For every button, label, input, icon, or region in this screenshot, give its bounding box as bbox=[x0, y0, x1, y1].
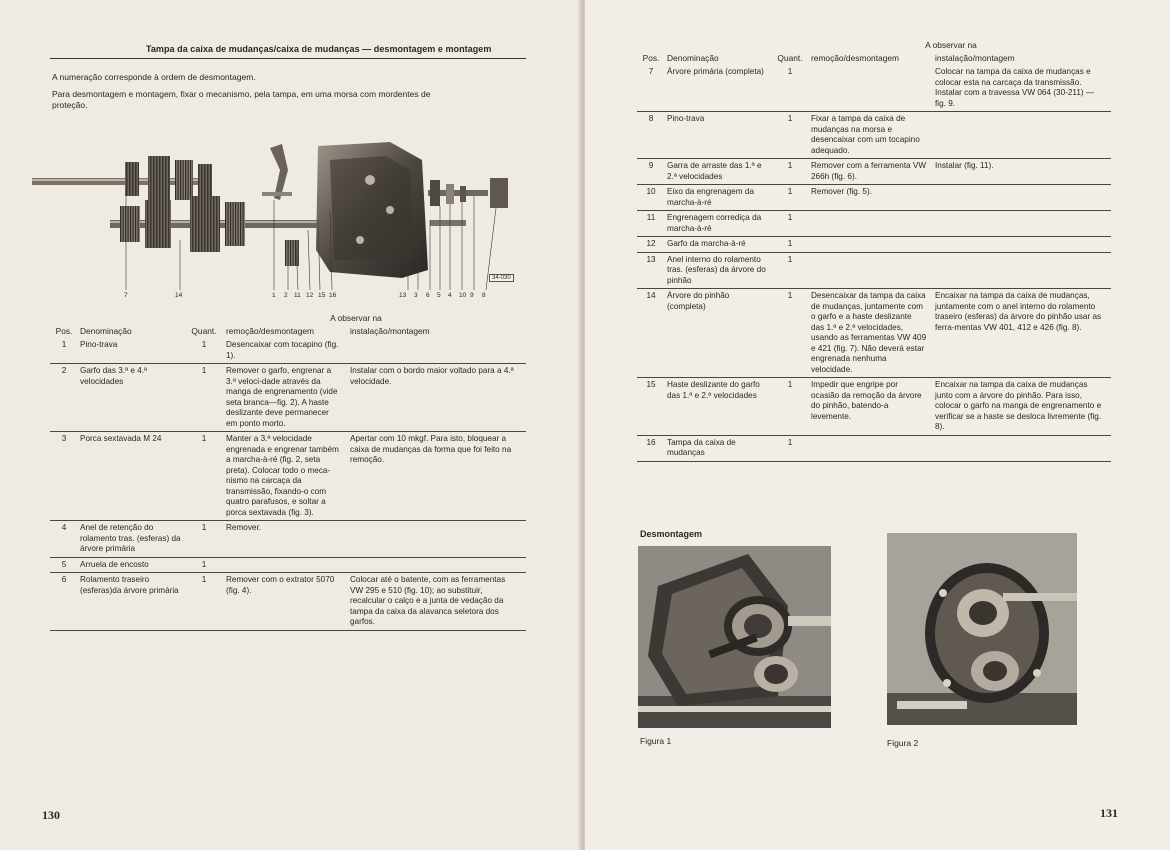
table-row bbox=[50, 364, 526, 432]
cell-pos: 12 bbox=[637, 237, 665, 253]
table-row bbox=[637, 159, 1111, 185]
callout-number: 4 bbox=[448, 292, 452, 299]
photo-figure-2 bbox=[887, 533, 1077, 725]
gear bbox=[190, 196, 220, 252]
header-name: Denominação bbox=[80, 325, 132, 336]
cell-name: Árvore do pinhão (completa) bbox=[665, 289, 769, 378]
header-install: instalação/montagem bbox=[935, 52, 1015, 63]
cell-qty: 1 bbox=[769, 112, 811, 159]
callout-number: 6 bbox=[426, 292, 430, 299]
caption-figure-1: Figura 1 bbox=[640, 736, 672, 746]
cell-pos: 11 bbox=[637, 211, 665, 237]
cell-removal bbox=[226, 557, 350, 573]
caption-figure-2: Figura 2 bbox=[887, 738, 919, 748]
gearbox-exploded-diagram bbox=[30, 140, 520, 300]
header-pos: Pos. bbox=[55, 325, 73, 336]
callout-number: 12 bbox=[306, 292, 314, 299]
cell-pos: 6 bbox=[50, 573, 78, 631]
cell-pos: 4 bbox=[50, 521, 78, 558]
bearing bbox=[490, 178, 508, 208]
callout-number: 1 bbox=[272, 292, 276, 299]
page-number: 130 bbox=[42, 808, 60, 822]
callout-number: 16 bbox=[329, 292, 337, 299]
header-pos: Pos. bbox=[642, 52, 660, 63]
cell-qty: 1 bbox=[182, 557, 226, 573]
shift-fork bbox=[270, 144, 288, 200]
title-rule bbox=[50, 58, 526, 59]
cell-install bbox=[935, 185, 1111, 211]
cell-removal bbox=[811, 237, 935, 253]
table-row bbox=[637, 65, 1111, 112]
header-qty: Quant. bbox=[777, 52, 803, 63]
cell-name: Anel interno do rolamento tras. (esferas) da árvore do pinhão bbox=[665, 252, 769, 289]
cell-qty: 1 bbox=[769, 252, 811, 289]
table-row bbox=[637, 289, 1111, 378]
cell-pos: 10 bbox=[637, 185, 665, 211]
cell-pos: 9 bbox=[637, 159, 665, 185]
intro-instructions: Para desmontagem e montagem, fixar o mecanismo, pela tampa, em uma morsa com mordentes de proteção. bbox=[52, 89, 431, 110]
cell-qty: 1 bbox=[769, 65, 811, 112]
cell-qty: 1 bbox=[182, 521, 226, 558]
cell-name: Porca sextavada M 24 bbox=[78, 432, 182, 521]
gear bbox=[175, 160, 193, 200]
cell-name: Haste deslizante do garfo das 1.ª e 2.ª velocidades bbox=[665, 378, 769, 436]
cell-pos: 2 bbox=[50, 364, 78, 432]
callout-number: 7 bbox=[124, 292, 128, 299]
cell-qty: 1 bbox=[182, 338, 226, 364]
cell-name: Engrenagem corrediça da marcha-à-ré bbox=[665, 211, 769, 237]
header-install: instalação/montagem bbox=[350, 325, 430, 336]
cell-name: Pino-trava bbox=[78, 338, 182, 364]
cell-pos: 5 bbox=[50, 557, 78, 573]
cell-qty: 1 bbox=[769, 185, 811, 211]
header-removal: remoção/desmontagem bbox=[811, 52, 899, 63]
cell-name: Rolamento traseiro (esferas)da árvore primária bbox=[78, 573, 182, 631]
cell-install: Colocar na tampa da caixa de mudanças e colocar esta na carcaça da transmissão. Instalar com a travessa VW 064 (30-211) — fig. 9. bbox=[935, 65, 1111, 112]
cell-name: Eixo da engrenagem da marcha-à-ré bbox=[665, 185, 769, 211]
cell-removal bbox=[811, 65, 935, 112]
cell-pos: 15 bbox=[637, 378, 665, 436]
table-row bbox=[637, 112, 1111, 159]
cell-install: Colocar até o batente, com as ferramentas VW 295 e 510 (fig. 10); ao substituir, recalcular o calço e a junta de vedação da tampa da caixa da alavanca seletora dos garfos. bbox=[350, 573, 526, 631]
cell-install bbox=[935, 252, 1111, 289]
callout-number: 8 bbox=[482, 292, 486, 299]
callout-number: 3 bbox=[414, 292, 418, 299]
callout-number: 10 bbox=[459, 292, 467, 299]
cell-install bbox=[935, 211, 1111, 237]
cell-install bbox=[350, 521, 526, 558]
cell-pos: 13 bbox=[637, 252, 665, 289]
cell-qty: 1 bbox=[182, 432, 226, 521]
cell-qty: 1 bbox=[769, 289, 811, 378]
cell-removal: Remover com o extrator 5070 (fig. 4). bbox=[226, 573, 350, 631]
cell-qty: 1 bbox=[769, 159, 811, 185]
gear bbox=[198, 164, 212, 196]
gear bbox=[125, 162, 139, 196]
table-row bbox=[637, 211, 1111, 237]
cell-pos: 8 bbox=[637, 112, 665, 159]
cell-install: Apertar com 10 mkgf. Para isto, bloquear a caixa de mudanças da forma que foi feito na remoção. bbox=[350, 432, 526, 521]
cell-install bbox=[350, 557, 526, 573]
page-title: Tampa da caixa de mudanças/caixa de mudanças — desmontagem e montagem bbox=[146, 44, 492, 54]
callout-number: 9 bbox=[470, 292, 474, 299]
figure-reference: 34-030 bbox=[489, 274, 514, 282]
cell-name: Arruela de encosto bbox=[78, 557, 182, 573]
cell-install: Instalar (fig. 11). bbox=[935, 159, 1111, 185]
cell-removal: Impedir que engripe por ocasião da remoção da árvore do pinhão, batendo-a levemente. bbox=[811, 378, 935, 436]
callout-number: 5 bbox=[437, 292, 441, 299]
table-row bbox=[50, 432, 526, 521]
cell-name: Tampa da caixa de mudanças bbox=[665, 435, 769, 461]
cell-install: Encaixar na tampa da caixa de mudanças, juntamente com o anel interno do rolamento traseiro (esferas) da árvore do pinhão usar as ferra-mentas VW 401, 412 e 426 (fig. 8). bbox=[935, 289, 1111, 378]
cell-qty: 1 bbox=[769, 378, 811, 436]
cell-removal: Remover com a ferramenta VW 266h (fig. 6). bbox=[811, 159, 935, 185]
cell-pos: 1 bbox=[50, 338, 78, 364]
cell-pos: 7 bbox=[637, 65, 665, 112]
cell-install: Instalar com o bordo maior voltado para a 4.ª velocidade. bbox=[350, 364, 526, 432]
header-removal: remoção/desmontagem bbox=[226, 325, 314, 336]
cell-name: Garfo da marcha-à-ré bbox=[665, 237, 769, 253]
callout-number: 14 bbox=[175, 292, 183, 299]
cell-removal: Desencaixar da tampa da caixa de mudanças, juntamente com o garfo e a haste deslizante das 1.ª e 2.ª velocidades, usando as ferramentas VW 409 e 421 (fig. 7). Não deverá estar engrenada nenhuma velocidade. bbox=[811, 289, 935, 378]
parts-table-right bbox=[637, 40, 1111, 462]
cell-removal: Remover o garfo, engrenar a 3.ª veloci-dade através da manga de engrenamento (vide seta branca—fig. 2). A haste deslizante deve permanecer em ponto morto. bbox=[226, 364, 350, 432]
cell-removal bbox=[811, 252, 935, 289]
cell-name: Árvore primária (completa) bbox=[665, 65, 769, 112]
cell-qty: 1 bbox=[769, 211, 811, 237]
cell-name: Anel de retenção do rolamento tras. (esferas) da árvore primária bbox=[78, 521, 182, 558]
cell-removal: Remover (fig. 5). bbox=[811, 185, 935, 211]
table-row bbox=[637, 435, 1111, 461]
cell-name: Garra de arraste das 1.ª e 2.ª velocidades bbox=[665, 159, 769, 185]
callout-number: 2 bbox=[284, 292, 288, 299]
cell-removal bbox=[811, 435, 935, 461]
table-row bbox=[50, 338, 526, 364]
cell-pos: 14 bbox=[637, 289, 665, 378]
callout-number: 11 bbox=[294, 292, 301, 299]
cell-install bbox=[350, 338, 526, 364]
cell-qty: 1 bbox=[769, 435, 811, 461]
gear bbox=[120, 206, 140, 242]
header-observe: A observar na bbox=[925, 40, 977, 50]
table-row bbox=[50, 521, 526, 558]
cell-qty: 1 bbox=[769, 237, 811, 253]
cell-name: Pino-trava bbox=[665, 112, 769, 159]
right-page bbox=[585, 0, 1170, 850]
callout-number: 15 bbox=[318, 292, 326, 299]
table-row bbox=[637, 252, 1111, 289]
page-number: 131 bbox=[1100, 806, 1118, 820]
parts-table-left bbox=[50, 313, 526, 631]
table-row bbox=[50, 573, 526, 631]
cell-qty: 1 bbox=[182, 364, 226, 432]
cell-removal: Fixar a tampa da caixa de mudanças na morsa e desencaixar com um tocapino adequado. bbox=[811, 112, 935, 159]
cell-removal bbox=[811, 211, 935, 237]
cell-install bbox=[935, 112, 1111, 159]
table-row bbox=[637, 185, 1111, 211]
table-row bbox=[50, 557, 526, 573]
gear bbox=[145, 200, 171, 248]
left-page bbox=[0, 0, 583, 850]
cell-pos: 16 bbox=[637, 435, 665, 461]
callout-number: 13 bbox=[399, 292, 407, 299]
header-name: Denominação bbox=[667, 52, 719, 63]
photo-figure-1 bbox=[638, 546, 831, 728]
cell-removal: Desencaixar com tocapino (fig. 1). bbox=[226, 338, 350, 364]
cell-name: Garfo das 3.ª e 4.ª velocidades bbox=[78, 364, 182, 432]
intro-numbering: A numeração corresponde à ordem de desmontagem. bbox=[52, 72, 256, 82]
table-row bbox=[637, 378, 1111, 436]
cell-install bbox=[935, 435, 1111, 461]
cell-qty: 1 bbox=[182, 573, 226, 631]
cell-pos: 3 bbox=[50, 432, 78, 521]
cell-removal: Remover. bbox=[226, 521, 350, 558]
header-observe: A observar na bbox=[330, 313, 382, 323]
table-row bbox=[637, 237, 1111, 253]
gear bbox=[148, 156, 170, 202]
section-heading: Desmontagem bbox=[640, 529, 703, 539]
cell-removal: Manter a 3.ª velocidade engrenada e engrenar também a marcha-à-ré (fig. 2, seta preta). Colocar todo o meca-nismo na carcaça da transmissão, fixando-o com quatro parafusos, e soltar a porca sextavada (fig. 3). bbox=[226, 432, 350, 521]
header-qty: Quant. bbox=[191, 325, 217, 336]
cell-install bbox=[935, 237, 1111, 253]
cell-install: Encaixar na tampa da caixa de mudanças junto com a árvore do pinhão. Para isso, colocar o garfo na manga de engrenamento e verificar se a haste se desloca livremente (fig. 8). bbox=[935, 378, 1111, 436]
gear bbox=[225, 202, 245, 246]
